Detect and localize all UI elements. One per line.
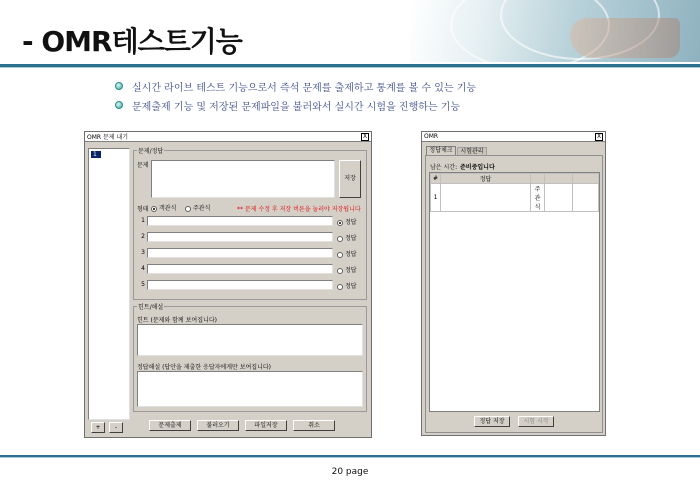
answer-input[interactable] (147, 280, 333, 290)
answer-input[interactable] (147, 216, 333, 226)
table-row[interactable] (431, 184, 599, 212)
option-label: 정답 (345, 267, 357, 274)
hint-label: 힌트 (문제와 함께 보여집니다) (137, 317, 217, 324)
page-number: 20 page (331, 467, 369, 477)
table-cell (441, 184, 531, 212)
header-photo (410, 0, 700, 62)
add-question-button[interactable]: + (91, 422, 105, 433)
answer-correct-option[interactable] (337, 249, 357, 258)
answer-input[interactable] (147, 248, 333, 258)
column-header (573, 174, 599, 184)
radio-icon (337, 284, 343, 290)
window-title: OMR (424, 133, 439, 140)
radio-icon (337, 252, 343, 258)
window-titlebar (422, 132, 605, 142)
option-label: 정답 (345, 219, 357, 226)
option-label: 정답 (345, 251, 357, 258)
remove-question-button[interactable]: - (109, 422, 123, 433)
save-answer-button[interactable]: 정답 저장 (474, 416, 510, 427)
group-caption: 문제/정답 (138, 148, 164, 155)
window-title: OMR 문제 내기 (87, 134, 129, 141)
answer-number: 3 (141, 249, 145, 256)
answer-number: 4 (141, 265, 145, 272)
footer-divider-thin (0, 457, 700, 458)
group-caption: 힌트/해설 (138, 304, 164, 311)
remaining-time-value: 준비중입니다 (460, 164, 495, 171)
option-label: 정답 (345, 283, 357, 290)
list-item[interactable]: 1 (91, 151, 101, 158)
answer-correct-option[interactable] (337, 265, 357, 274)
start-exam-button[interactable]: 시험 시작 (518, 416, 554, 427)
type-label: 형태 (137, 206, 149, 213)
answer-correct-option[interactable] (337, 281, 357, 290)
type-objective-option[interactable] (151, 203, 176, 212)
save-warning: ** 문제 수정 후 저장 버튼을 눌러야 저장됩니다 (237, 206, 361, 213)
answer-number: 2 (141, 233, 145, 240)
answer-table[interactable] (429, 172, 600, 412)
answer-row (137, 264, 367, 275)
bullet-text: 문제출제 기능 및 저장된 문제파일을 불러와서 실시간 시험을 진행하는 기능 (132, 101, 461, 113)
column-header (531, 174, 545, 184)
save-file-button[interactable]: 파일저장 (245, 420, 287, 431)
answer-row (137, 232, 367, 243)
radio-icon (337, 220, 343, 226)
option-label: 객관식 (159, 205, 177, 212)
radio-icon (151, 206, 157, 212)
publish-question-button[interactable]: 문제출제 (149, 420, 191, 431)
answer-input[interactable] (147, 264, 333, 274)
close-icon[interactable]: X (362, 132, 368, 140)
option-label: 주관식 (193, 205, 211, 212)
close-icon[interactable]: X (596, 132, 602, 140)
option-label: 정답 (345, 235, 357, 242)
radio-icon (185, 206, 191, 212)
window-titlebar (85, 132, 371, 142)
question-list[interactable] (88, 148, 130, 420)
load-button[interactable]: 불러오기 (197, 420, 239, 431)
explanation-input[interactable] (137, 371, 363, 407)
explanation-label: 정답해설 (답안을 제출한 응답자에게만 보여집니다) (137, 364, 272, 371)
bullet-item (115, 80, 476, 92)
answer-row (137, 216, 367, 227)
table-cell: 주관식 (531, 184, 545, 212)
answer-correct-option[interactable] (337, 233, 357, 242)
bullet-text: 실시간 라이브 테스트 기능으로서 즉석 문제를 출제하고 통계를 볼 수 있는 기능 (132, 82, 477, 94)
answer-row (137, 248, 367, 259)
answer-number: 1 (141, 217, 145, 224)
cancel-button[interactable]: 취소 (293, 420, 335, 431)
bullet-list (115, 80, 476, 118)
table-cell (545, 184, 573, 212)
table-cell: 1 (431, 184, 441, 212)
answer-number: 5 (141, 281, 145, 288)
bullet-icon (115, 101, 123, 109)
answer-correct-option[interactable] (337, 217, 357, 226)
save-button[interactable]: 저장 (339, 160, 361, 198)
bullet-item (115, 99, 476, 111)
hint-input[interactable] (137, 324, 363, 356)
column-header (545, 174, 573, 184)
remaining-time-label: 남은 시간: (430, 164, 458, 171)
question-input[interactable] (151, 160, 335, 198)
question-label: 문제 (137, 162, 149, 169)
header-divider-thin (0, 67, 700, 68)
radio-icon (337, 236, 343, 242)
slide-title: - OMR테스트기능 (22, 25, 242, 58)
answer-row (137, 280, 367, 291)
omr-exam-window (421, 131, 606, 436)
tab-exam-manage[interactable]: 시험관리 (457, 147, 487, 155)
table-cell (573, 184, 599, 212)
tab-answer-check[interactable]: 정답체크 (426, 146, 456, 155)
handshake-image (570, 18, 680, 58)
bullet-icon (115, 82, 123, 90)
table-header-row (431, 174, 599, 184)
type-subjective-option[interactable] (185, 203, 210, 212)
column-header: # (431, 174, 441, 184)
omr-question-window (84, 131, 372, 438)
answer-input[interactable] (147, 232, 333, 242)
column-header: 정답 (441, 174, 531, 184)
radio-icon (337, 268, 343, 274)
